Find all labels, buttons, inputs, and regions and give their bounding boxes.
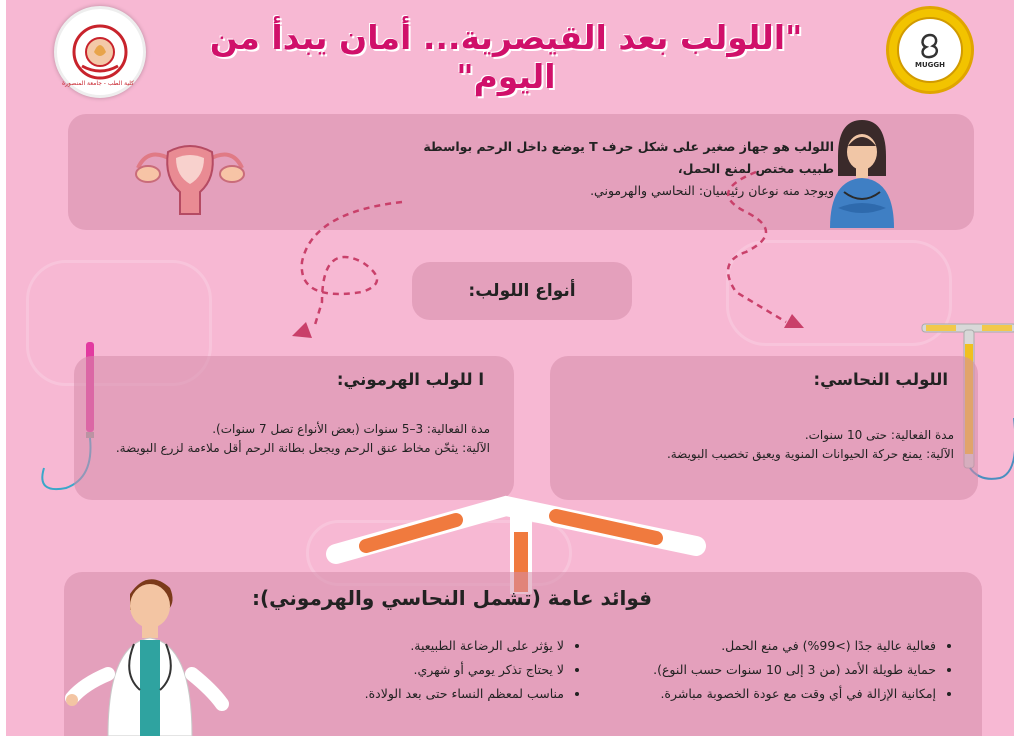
benefits-list-left bbox=[294, 634, 582, 706]
list-item: • مناسب لمعظم النساء حتى بعد الولادة. bbox=[294, 682, 564, 706]
list-item: • حماية طويلة الأمد (من 3 إلى 10 سنوات حسب النوع). bbox=[636, 658, 936, 682]
copper-iud-duration: مدة الفعالية: حتى 10 سنوات. bbox=[804, 428, 954, 442]
muggh-logo-text: MUGGH bbox=[915, 61, 945, 69]
hormonal-iud-mechanism: الآلية: يثخّن مخاط عنق الرحم ويجعل بطانة الرحم أقل ملاءمة لزرع البويضة. bbox=[115, 441, 490, 455]
copper-iud-heading: اللولب النحاسي: bbox=[813, 370, 948, 389]
intro-line-2: طبيب مختص لمنع الحمل، bbox=[677, 161, 834, 176]
university-logo-text: كلية الطب - جامعة المنصورة bbox=[62, 80, 134, 87]
intro-line-1: اللولب هو جهاز صغير على شكل حرف T يوضع داخل الرحم بواسطة bbox=[423, 139, 834, 154]
female-doctor-icon bbox=[822, 116, 902, 228]
list-item: • فعالية عالية جدًا (>99%) في منع الحمل. bbox=[636, 634, 936, 658]
intro-line-3: ويوجد منه نوعان رئيسيان: النحاسي والهرموني. bbox=[590, 183, 834, 198]
benefits-panel bbox=[64, 572, 982, 736]
list-item: • لا يؤثر على الرضاعة الطبيعية. bbox=[294, 634, 564, 658]
list-item: • إمكانية الإزالة في أي وقت مع عودة الخصوبة مباشرة. bbox=[636, 682, 936, 706]
list-item: • لا يحتاج تذكر يومي أو شهري. bbox=[294, 658, 564, 682]
muggh-logo bbox=[886, 6, 974, 94]
benefits-heading: فوائد عامة (تشمل النحاسي والهرموني): bbox=[252, 586, 652, 610]
hormonal-iud-heading: ا للولب الهرموني: bbox=[336, 370, 484, 389]
types-heading: أنواع اللولب: bbox=[412, 262, 632, 320]
page-title: "اللولب بعد القيصرية... أمان يبدأ من اليوم" bbox=[209, 18, 803, 96]
dashed-arrow-right bbox=[696, 168, 816, 348]
hormonal-iud-duration: مدة الفعالية: 3–5 سنوات (بعض الأنواع تصل 7 سنوات). bbox=[212, 422, 490, 436]
intro-panel bbox=[68, 114, 974, 230]
dashed-arrow-left bbox=[286, 196, 426, 356]
copper-iud-mechanism: الآلية: يمنع حركة الحيوانات المنوية ويعيق تخصيب البويضة. bbox=[666, 447, 954, 461]
benefits-list-right bbox=[636, 634, 954, 706]
male-doctor-icon bbox=[68, 564, 238, 736]
uterus-icon bbox=[130, 128, 250, 220]
large-iud-illustration bbox=[306, 476, 726, 586]
infographic-page bbox=[6, 0, 1014, 736]
